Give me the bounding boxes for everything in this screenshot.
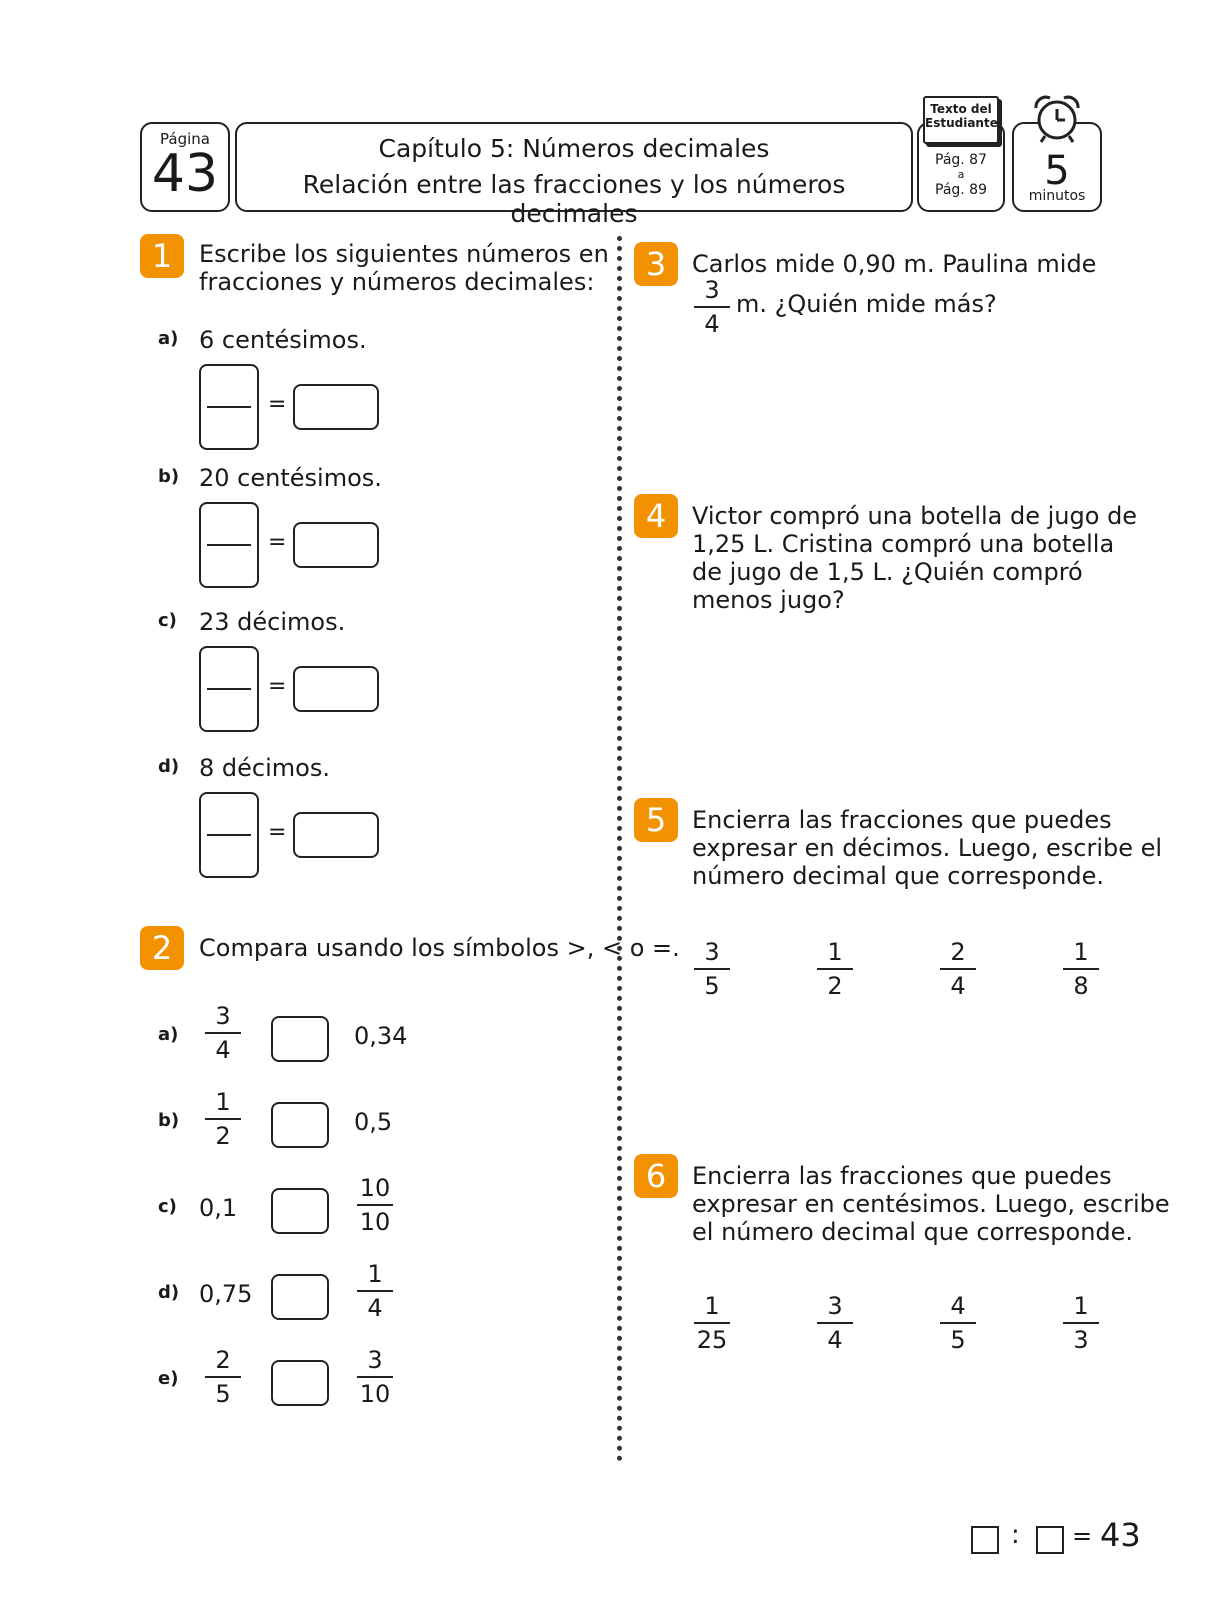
pages-from: Pág. 87 xyxy=(935,152,987,168)
q2c-right-num: 10 xyxy=(359,1174,391,1202)
q1c-text: 23 décimos. xyxy=(199,608,346,636)
q3-frac-den: 4 xyxy=(704,310,720,338)
question-6-line2: expresar en centésimos. Luego, escribe xyxy=(692,1190,1170,1218)
q6-f3-num: 4 xyxy=(950,1292,966,1320)
q2e-compare-box[interactable] xyxy=(271,1360,329,1406)
q2a-left-fraction xyxy=(203,1002,243,1064)
q5-f4-num: 1 xyxy=(1073,938,1089,966)
q2d-right-fraction xyxy=(355,1260,395,1322)
q6-f3-den: 5 xyxy=(950,1326,966,1354)
question-6-badge: 6 xyxy=(634,1154,678,1198)
question-3-badge: 3 xyxy=(634,242,678,286)
q6-fraction-1[interactable] xyxy=(692,1292,732,1354)
topic-title: Relación entre las fracciones y los números decimales xyxy=(302,170,846,228)
q2d-right-den: 4 xyxy=(367,1294,383,1322)
q6-f1-num: 1 xyxy=(704,1292,720,1320)
question-4-line1: Victor compró una botella de jugo de xyxy=(692,502,1138,530)
q1b-label: b) xyxy=(158,466,180,487)
q2d-label: d) xyxy=(158,1282,180,1303)
q3-fraction xyxy=(692,276,732,338)
q1a-text: 6 centésimos. xyxy=(199,326,367,354)
question-3-text-line1: Carlos mide 0,90 m. Paulina mide xyxy=(692,250,1097,278)
q2e-left-num: 2 xyxy=(215,1346,231,1374)
question-4-line3: de jugo de 1,5 L. ¿Quién compró xyxy=(692,558,1083,586)
book-label-line1: Texto del xyxy=(930,102,992,116)
q2e-right-num: 3 xyxy=(367,1346,383,1374)
q1c-decimal-answer[interactable] xyxy=(293,666,379,712)
q2c-compare-box[interactable] xyxy=(271,1188,329,1234)
question-2-badge: 2 xyxy=(140,926,184,970)
question-5-line2: expresar en décimos. Luego, escribe el xyxy=(692,834,1163,862)
q2e-left-fraction xyxy=(203,1346,243,1408)
q2c-left: 0,1 xyxy=(199,1194,238,1222)
q2b-label: b) xyxy=(158,1110,180,1131)
q1a-fraction-answer[interactable] xyxy=(199,364,259,450)
q2b-left-den: 2 xyxy=(215,1122,231,1150)
question-1-text-line1: Escribe los siguientes números en xyxy=(199,240,609,268)
q5-f2-num: 1 xyxy=(827,938,843,966)
q3-frac-num: 3 xyxy=(704,276,720,304)
q2c-right-fraction xyxy=(355,1174,395,1236)
q2b-right: 0,5 xyxy=(354,1108,393,1136)
question-4-badge: 4 xyxy=(634,494,678,538)
q2e-label: e) xyxy=(158,1368,179,1389)
q5-f4-den: 8 xyxy=(1073,972,1089,1000)
chapter-title: Capítulo 5: Números decimales xyxy=(378,134,770,163)
q2a-right: 0,34 xyxy=(354,1022,408,1050)
q5-f1-num: 3 xyxy=(704,938,720,966)
pages-to: Pág. 89 xyxy=(935,182,987,198)
footer-total-box[interactable] xyxy=(1036,1526,1064,1554)
q2e-right-den: 10 xyxy=(359,1380,391,1408)
question-4-line2: 1,25 L. Cristina compró una botella xyxy=(692,530,1115,558)
title-box xyxy=(235,122,913,228)
q1b-fraction-answer[interactable] xyxy=(199,502,259,588)
q2a-left-den: 4 xyxy=(215,1036,231,1064)
q1c-fraction-answer[interactable] xyxy=(199,646,259,732)
question-5-line1: Encierra las fracciones que puedes xyxy=(692,806,1112,834)
time-value: 5 xyxy=(1044,148,1070,194)
q5-f2-den: 2 xyxy=(827,972,843,1000)
q1d-equals: = xyxy=(268,820,287,845)
alarm-clock-icon xyxy=(1030,94,1084,146)
q6-f1-den: 25 xyxy=(696,1326,728,1354)
page-number-box xyxy=(140,122,230,212)
q1c-equals: = xyxy=(268,674,287,699)
q2e-right-fraction xyxy=(355,1346,395,1408)
pages-a: a xyxy=(957,168,965,181)
question-1-badge: 1 xyxy=(140,234,184,278)
q5-f1-den: 5 xyxy=(704,972,720,1000)
question-6-line1: Encierra las fracciones que puedes xyxy=(692,1162,1112,1190)
q6-f2-num: 3 xyxy=(827,1292,843,1320)
footer-equals: = xyxy=(1072,1522,1093,1550)
footer-page-number: 43 xyxy=(1100,1516,1141,1554)
q1b-decimal-answer[interactable] xyxy=(293,522,379,568)
q1a-label: a) xyxy=(158,328,179,349)
question-1-text-line2: fracciones y números decimales: xyxy=(199,268,595,296)
book-label-line2: Estudiante xyxy=(925,116,998,130)
q2d-left: 0,75 xyxy=(199,1280,253,1308)
q5-f3-num: 2 xyxy=(950,938,966,966)
q2b-compare-box[interactable] xyxy=(271,1102,329,1148)
q2d-compare-box[interactable] xyxy=(271,1274,329,1320)
page-label: Página xyxy=(160,130,210,148)
q5-fraction-1[interactable] xyxy=(692,938,732,1000)
q1d-label: d) xyxy=(158,756,180,777)
question-2-text: Compara usando los símbolos >, < o =. xyxy=(199,934,680,962)
q2d-right-num: 1 xyxy=(367,1260,383,1288)
q5-fraction-2[interactable] xyxy=(815,938,855,1000)
question-4-line4: menos jugo? xyxy=(692,586,845,614)
q1a-decimal-answer[interactable] xyxy=(293,384,379,430)
q1b-text: 20 centésimos. xyxy=(199,464,382,492)
q1d-decimal-answer[interactable] xyxy=(293,812,379,858)
q1a-equals: = xyxy=(268,392,287,417)
footer-score-box[interactable] xyxy=(971,1526,999,1554)
q6-fraction-4[interactable] xyxy=(1061,1292,1101,1354)
q2c-label: c) xyxy=(158,1196,177,1217)
q1b-equals: = xyxy=(268,530,287,555)
q2c-right-den: 10 xyxy=(359,1208,391,1236)
book-icon xyxy=(923,96,999,144)
question-5-badge: 5 xyxy=(634,798,678,842)
q6-fraction-3[interactable] xyxy=(938,1292,978,1354)
q5-fraction-4[interactable] xyxy=(1061,938,1101,1000)
q6-f4-den: 3 xyxy=(1073,1326,1089,1354)
q1d-fraction-answer[interactable] xyxy=(199,792,259,878)
q6-fraction-2[interactable] xyxy=(815,1292,855,1354)
q2b-left-num: 1 xyxy=(215,1088,231,1116)
q1d-text: 8 décimos. xyxy=(199,754,330,782)
time-unit: minutos xyxy=(1028,188,1086,204)
q2b-left-fraction xyxy=(203,1088,243,1150)
question-3-text-line2: m. ¿Quién mide más? xyxy=(736,290,997,318)
q5-fraction-3[interactable] xyxy=(938,938,978,1000)
q6-f2-den: 4 xyxy=(827,1326,843,1354)
question-5-line3: número decimal que corresponde. xyxy=(692,862,1104,890)
q2a-left-num: 3 xyxy=(215,1002,231,1030)
q6-f4-num: 1 xyxy=(1073,1292,1089,1320)
question-6-line3: el número decimal que corresponde. xyxy=(692,1218,1134,1246)
page-number: 43 xyxy=(151,144,219,204)
column-divider xyxy=(617,236,622,1462)
q1c-label: c) xyxy=(158,610,177,631)
q2a-compare-box[interactable] xyxy=(271,1016,329,1062)
q5-f3-den: 4 xyxy=(950,972,966,1000)
q2a-label: a) xyxy=(158,1024,179,1045)
footer-colon: : xyxy=(1011,1520,1020,1550)
q2e-left-den: 5 xyxy=(215,1380,231,1408)
